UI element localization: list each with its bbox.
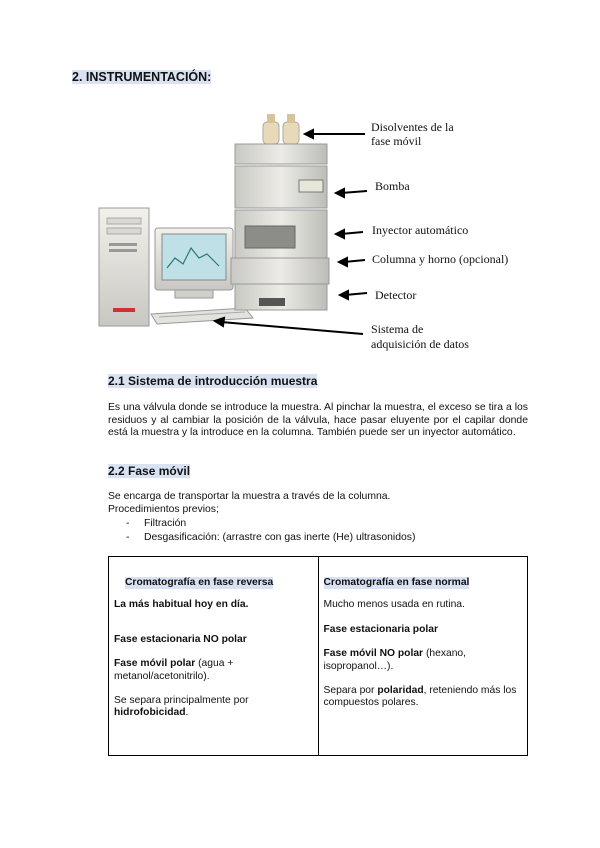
monitor: [155, 228, 233, 298]
section-2-1-title: 2.1 Sistema de introducción muestra: [108, 374, 318, 388]
list-item: - Desgasificación: (arrastre con gas inerte (He) ultrasonidos): [126, 531, 415, 545]
list-item: - Filtración: [126, 517, 415, 531]
solvent-bottles: [263, 114, 299, 144]
reverse-phase-r1: La más habitual hoy en día.: [114, 599, 249, 611]
label-data-line1: Sistema de: [371, 322, 424, 336]
reverse-phase-cell: [109, 557, 319, 756]
reverse-phase-r4: Se separa principalmente por hidrofobicidad.: [114, 695, 249, 719]
normal-phase-r3: Fase móvil NO polar (hexano, isopropanol…).: [323, 648, 467, 672]
section-2-2-line1: Se encarga de transportar la muestra a través de la columna.: [108, 491, 391, 502]
comparison-table: [108, 556, 528, 756]
normal-phase-cell: [318, 557, 528, 756]
label-solvents-line2: fase móvil: [371, 134, 422, 148]
label-data-line2: adquisición de datos: [371, 337, 469, 351]
normal-phase-header: Cromatografía en fase normal: [323, 577, 470, 588]
normal-phase-r1: Mucho menos usada en rutina.: [323, 599, 465, 611]
section-title: 2. INSTRUMENTACIÓN:: [72, 70, 212, 84]
label-injector: Inyector automático: [372, 223, 469, 237]
reverse-phase-r3: Fase móvil polar (agua + metanol/acetonitrilo).: [114, 658, 234, 682]
label-pump: Bomba: [375, 179, 410, 193]
hplc-stack: [231, 144, 329, 310]
label-detector: Detector: [375, 288, 417, 302]
label-solvents-line1: Disolventes de la: [371, 120, 454, 134]
label-column: Columna y horno (opcional): [372, 252, 509, 266]
section-2-2-title: 2.2 Fase móvil: [108, 464, 191, 478]
normal-phase-r2: Fase estacionaria polar: [323, 623, 438, 635]
normal-phase-r4: Separa por polaridad, reteniendo más los compuestos polares.: [323, 685, 517, 709]
reverse-phase-r2: Fase estacionaria NO polar: [114, 633, 247, 645]
procedures-list: [126, 517, 415, 544]
section-2-2-line2: Procedimientos previos;: [108, 504, 219, 515]
pc-tower: [99, 208, 149, 326]
section-2-1-body: Es una válvula donde se introduce la muestra. Al pinchar la muestra, el exceso se tira a los residuos y al cambiar la posición de la válvula, hace pasar eluyente por el capilar donde está la muestra y la introduce en la columna. También puede ser un inyector automático.: [108, 402, 528, 439]
reverse-phase-header: Cromatografía en fase reversa: [125, 577, 274, 588]
